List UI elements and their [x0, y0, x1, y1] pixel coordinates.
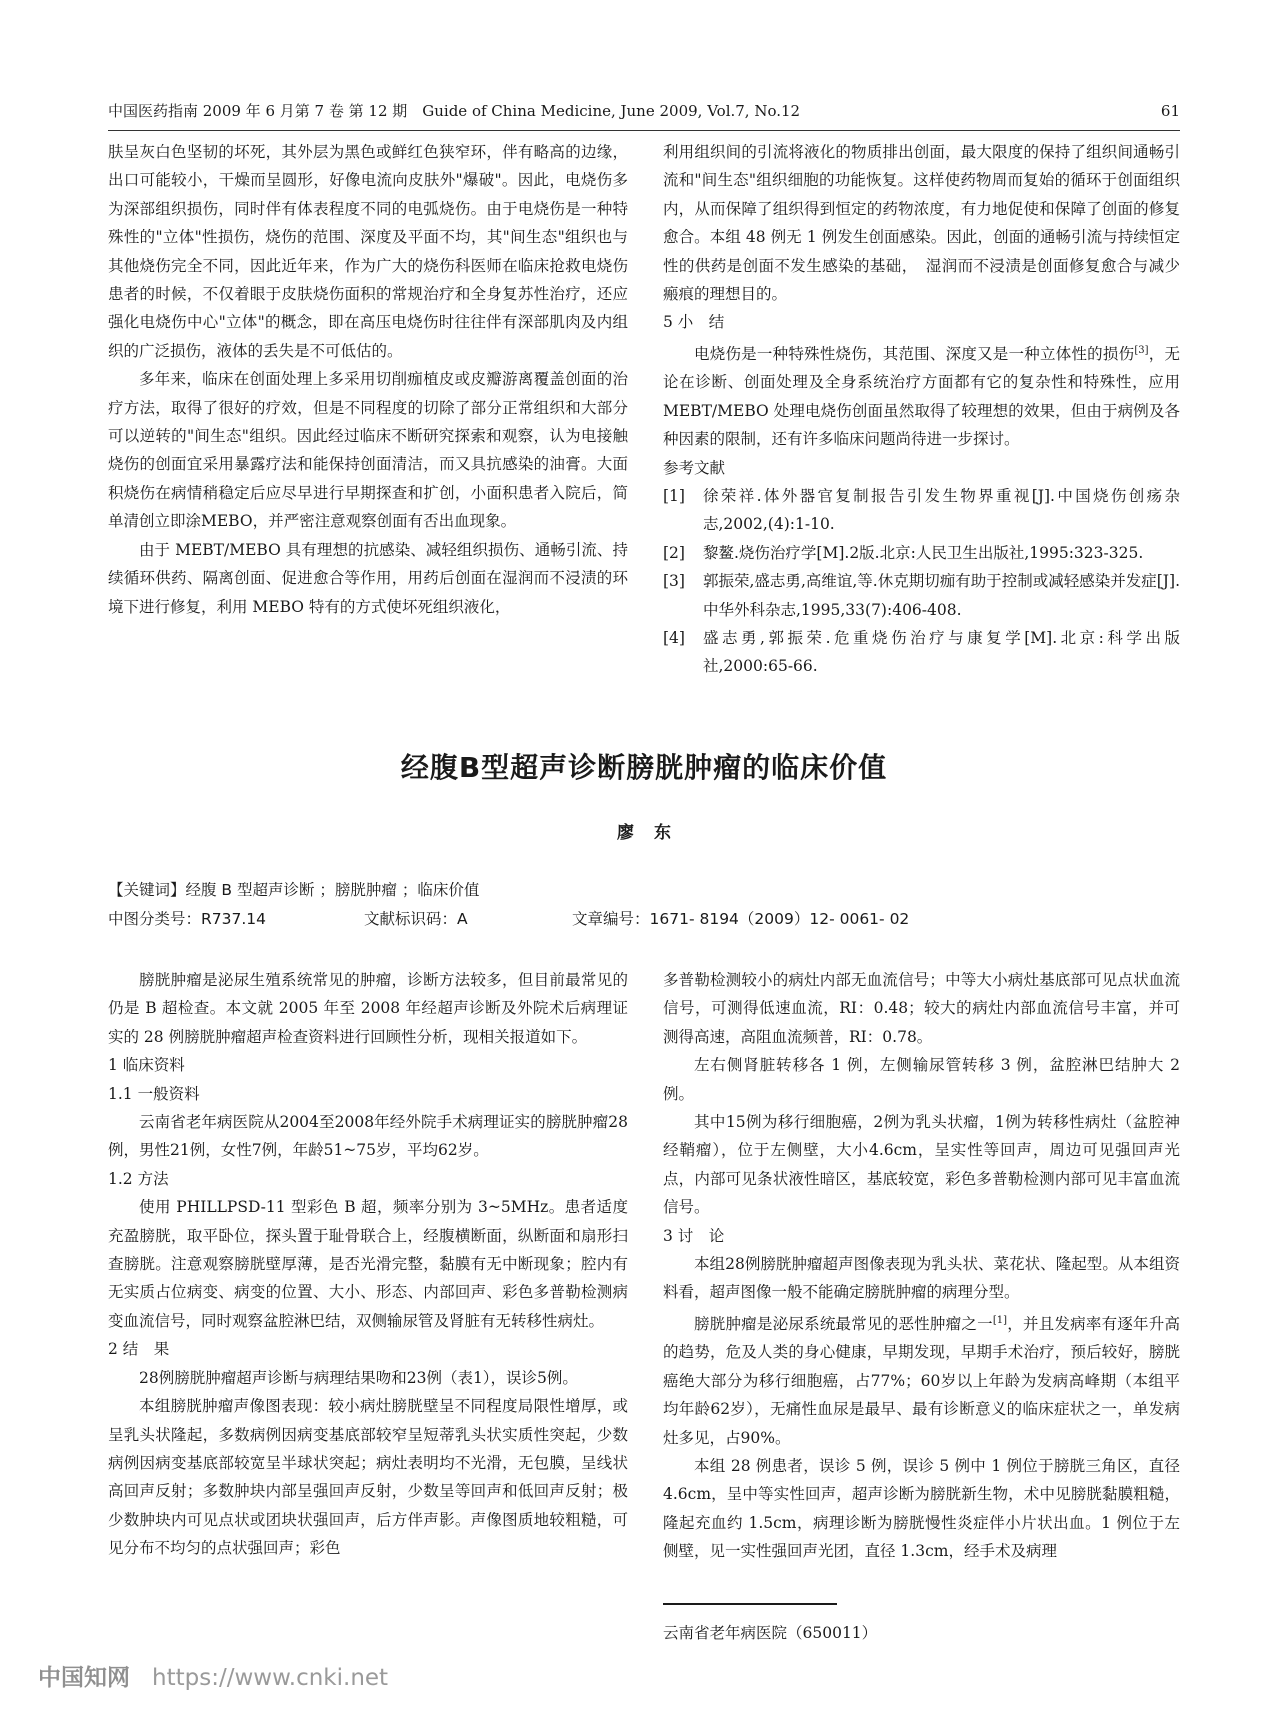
- keywords-line: 【关键词】经腹 B 型超声诊断 ；膀胱肿瘤 ；临床价值: [108, 881, 480, 899]
- article-author: 廖 东: [617, 823, 671, 843]
- reference-item: [663, 482, 1180, 539]
- intro-paragraph: 膀胱肿瘤是泌尿生殖系统常见的肿瘤，诊断方法较多，但目前最常见的仍是 B 超检查。本文就 2005 年至 2008 年经超声诊断及外院术后病理证实的 28 例膀胱肿瘤超声检查资料进行回顾性分析，现相关报道如下。: [108, 971, 628, 1046]
- reference-item: [663, 539, 1180, 567]
- reference-item: [663, 624, 1180, 681]
- article-number: 文章编号：1671- 8194（2009）12- 0061- 02: [572, 910, 910, 928]
- section-heading-2: 2 结 果: [108, 1340, 170, 1359]
- watermark-brand: 中国知网: [38, 1665, 130, 1691]
- article-left-column: [108, 966, 628, 1563]
- metastasis-paragraph: 左右侧肾脏转移各 1 例，左侧输尿管转移 3 例，盆腔淋巴结肿大 2 例。: [663, 1056, 1180, 1103]
- discussion-text: 膀胱肿瘤是泌尿系统最常见的恶性肿瘤之一: [694, 1315, 993, 1334]
- discussion-paragraph-3: 本组 28 例患者，误诊 5 例，误诊 5 例中 1 例位于膀胱三角区，直径 4.6cm，呈中等实性回声，超声诊断为膀胱新生物，术中见膀胱黏膜粗糙，隆起充血约 1.5cm，病理诊断为膀胱慢性炎症伴小片状出血。1 例位于左侧壁，见一实性强回声光团，直径 1.3cm，经手术及病理: [663, 1457, 1180, 1561]
- cnki-watermark: [38, 1658, 388, 1698]
- references-heading: 参考文献: [663, 458, 726, 477]
- summary-citation: [3]: [1134, 344, 1149, 356]
- subsection-heading-1-2: 1.2 方法: [108, 1169, 169, 1188]
- running-head: 中国医药指南 2009 年 6 月第 7 卷 第 12 期 Guide of China Medicine, June 2009, Vol.7, No.12: [108, 102, 801, 120]
- method-paragraph: 使用 PHILLPSD-11 型彩色 B 超，频率分别为 3~5MHz。患者适度充盈膀胱，取平卧位，探头置于耻骨联合上，经腹横断面，纵断面和扇形扫查膀胱。注意观察膀胱壁厚薄，是否光滑完整，黏膜有无中断现象；腔内有无实质占位病变、病变的位置、大小、形态、内部回声、彩色多普勒检测病变血流信号，同时观察盆腔淋巴结，双侧输尿管及肾脏有无转移性病灶。: [108, 1198, 628, 1330]
- reference-item: [663, 567, 1180, 624]
- prev-article-right-column: [663, 138, 1180, 681]
- reference-number: [1]: [663, 487, 685, 506]
- reference-number: [2]: [663, 543, 685, 562]
- reference-number: [3]: [663, 572, 685, 591]
- reference-text: 郭振荣,盛志勇,高维谊,等.休克期切痂有助于控制或减轻感染并发症[J].中华外科杂志,1995,33(7):406-408.: [703, 572, 1180, 619]
- watermark-url: https://www.cnki.net: [152, 1665, 389, 1691]
- results-paragraph-2: 本组膀胱肿瘤声像图表现：较小病灶膀胱壁呈不同程度局限性增厚，或呈乳头状隆起，多数病例因病变基底部较窄呈短蒂乳头状实质性突起，少数病例因病变基底部较宽呈半球状突起；病灶表明均不光滑，无包膜，呈线状高回声反射；多数肿块内部呈强回声反射，少数呈等回声和低回声反射；极少数肿块内可见点状或团块状强回声，后方伴声影。声像图质地较粗糙，可见分布不均匀的点状强回声；彩色: [108, 1397, 628, 1558]
- reference-text: 黎鳌.烧伤治疗学[M].2版.北京:人民卫生出版社,1995:323-325.: [703, 543, 1144, 562]
- section-heading-1: 1 临床资料: [108, 1056, 185, 1075]
- prev-paragraph-4: 利用组织间的引流将液化的物质排出创面，最大限度的保持了组织间通畅引流和"间生态"组织细胞的功能恢复。这样使药物周而复始的循环于创面组织内，从而保障了组织得到恒定的药物浓度，有力地促使和保障了创面的修复愈合。本组 48 例无 1 例发生创面感染。因此，创面的通畅引流与持续恒定性的供药是创面不发生感染的基础， 湿润而不浸渍是创面修复愈合与减少瘢痕的理想目的。: [663, 143, 1180, 304]
- page-number: 61: [1160, 102, 1180, 120]
- prev-article-left-column: [108, 138, 628, 621]
- article-right-column: [663, 966, 1180, 1566]
- summary-text-2: ，无论在诊断、创面处理及全身系统治疗方面都有它的复杂性和特殊性，应用 MEBT/MEBO 处理电烧伤创面虽然取得了较理想的效果，但由于病例及各种因素的限制，还有许多临床问题尚待进一步探讨。: [663, 345, 1180, 449]
- discussion-paragraph-2: [663, 1307, 1180, 1452]
- reference-text: 徐荣祥.体外器官复制报告引发生物界重视[J].中国烧伤创疡杂志,2002,(4):1-10.: [703, 487, 1180, 534]
- pathology-types-paragraph: 其中15例为移行细胞癌，2例为乳头状瘤，1例为转移性病灶（盆腔神经鞘瘤），位于左侧壁，大小4.6cm，呈实性等回声，周边可见强回声光点，内部可见条状液性暗区，基底较宽，彩色多普勒检测内部可见丰富血流信号。: [663, 1113, 1180, 1217]
- running-header: [108, 98, 1180, 124]
- prev-paragraph-2: 多年来，临床在创面处理上多采用切削痂植皮或皮瓣游离覆盖创面的治疗方法，取得了很好的疗效，但是不同程度的切除了部分正常组织和大部分可以逆转的"间生态"组织。因此经过临床不断研究探索和观察，认为电接触烧伤的创面宜采用暴露疗法和能保持创面清洁，而又具抗感染的油膏。大面积烧伤在病情稍稳定后应尽早进行早期探查和扩创，小面积患者入院后，简单清创立即涂MEBO，并严密注意观察创面有否出血现象。: [108, 370, 628, 531]
- clc-number: 中图分类号：R737.14: [108, 910, 267, 928]
- reference-text: 盛志勇,郭振荣.危重烧伤治疗与康复学[M].北京:科学出版社,2000:65-66.: [703, 629, 1180, 676]
- reference-number: [4]: [663, 629, 685, 648]
- prev-paragraph-3: 由于 MEBT/MEBO 具有理想的抗感染、减轻组织损伤、通畅引流、持续循环供药、隔离创面、促进愈合等作用，用药后创面在湿润而不浸渍的环境下进行修复，利用 MEBO 特有的方式使坏死组织液化，: [108, 540, 628, 616]
- results-paragraph-1: 28例膀胱肿瘤超声诊断与病理结果吻和23例（表1），误诊5例。: [139, 1368, 578, 1387]
- header-rule: [108, 130, 1180, 131]
- results-continuation: 多普勒检测较小的病灶内部无血流信号；中等大小病灶基底部可见点状血流信号，可测得低速血流，RI：0.48；较大的病灶内部血流信号丰富，并可测得高速，高阻血流频普，RI：0.78。: [663, 971, 1180, 1046]
- summary-paragraph: [663, 337, 1180, 454]
- footnote-rule: [663, 1603, 837, 1605]
- discussion-citation: [1]: [992, 1314, 1007, 1326]
- general-data-paragraph: 云南省老年病医院从2004至2008年经外院手术病理证实的膀胱肿瘤28例，男性21例，女性7例，年龄51~75岁，平均62岁。: [108, 1113, 628, 1160]
- prev-paragraph-1: 肤呈灰白色坚韧的坏死，其外层为黑色或鲜红色狭窄环，伴有略高的边缘，出口可能较小，干燥而呈圆形，好像电流向皮肤外"爆破"。因此，电烧伤多为深部组织损伤，同时伴有体表程度不同的电弧烧伤。由于电烧伤是一种特殊性的"立体"性损伤，烧伤的范围、深度及平面不均，其"间生态"组织也与其他烧伤完全不同，因此近年来，作为广大的烧伤科医师在临床抢救电烧伤患者的时候，不仅着眼于皮肤烧伤面积的常规治疗和全身复苏性治疗，还应强化电烧伤中心"立体"的概念，即在高压电烧伤时往往伴有深部肌肉及内组织的广泛损伤，液体的丢失是不可低估的。: [108, 143, 628, 360]
- section-heading-3: 3 讨 论: [663, 1226, 725, 1245]
- summary-heading: 5 小 结: [663, 313, 725, 332]
- subsection-heading-1-1: 1.1 一般资料: [108, 1084, 200, 1103]
- discussion-text-2: ，并且发病率有逐年升高的趋势，危及人类的身心健康，早期发现，早期手术治疗，预后较好，膀胱癌绝大部分为移行细胞癌，占77%；60岁以上年龄为发病高峰期（本组平均年龄62岁），无痛性血尿是最早、最有诊断意义的临床症状之一，单发病灶多见，占90%。: [663, 1315, 1180, 1447]
- author-affiliation: 云南省老年病医院（650011）: [663, 1624, 878, 1642]
- document-code: 文献标识码：A: [364, 910, 468, 928]
- article-title: 经腹B型超声诊断膀胱肿瘤的临床价值: [400, 751, 888, 784]
- discussion-paragraph-1: 本组28例膀胱肿瘤超声图像表现为乳头状、菜花状、隆起型。从本组资料看，超声图像一般不能确定膀胱肿瘤的病理分型。: [663, 1255, 1180, 1302]
- summary-text: 电烧伤是一种特殊性烧伤，其范围、深度又是一种立体性的损伤: [694, 345, 1135, 363]
